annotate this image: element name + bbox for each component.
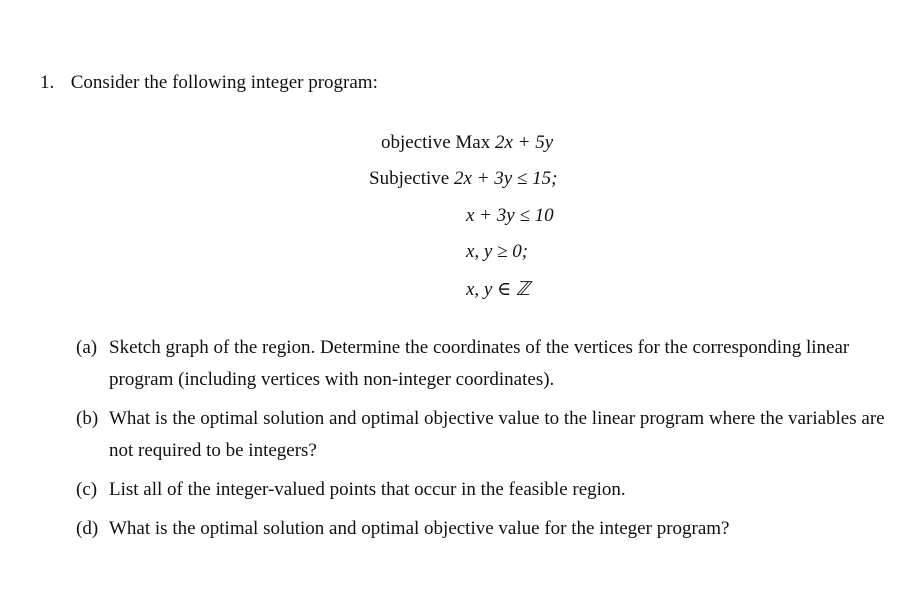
part-a-label: (a) bbox=[76, 337, 98, 358]
question-parts bbox=[76, 332, 891, 552]
part-a-text: Sketch graph of the region. Determine the coordinates of the vertices for the corresponding linear program (including vertices with non-integer coordinates). bbox=[109, 337, 850, 390]
constraint-label: Subjective bbox=[369, 168, 450, 189]
objective-expression: 2x + 5y bbox=[494, 132, 554, 153]
constraint-2: x + 3y ≤ 10 bbox=[466, 205, 554, 226]
part-b-text: What is the optimal solution and optimal objective value to the linear program where the variables are not required to be integers? bbox=[109, 408, 885, 461]
part-d-text: What is the optimal solution and optimal objective value for the integer program? bbox=[109, 518, 730, 539]
part-d bbox=[76, 513, 891, 545]
constraint-4: x, y ∈ ℤ bbox=[466, 279, 531, 300]
problem-number: 1. bbox=[40, 72, 55, 93]
problem-intro: Consider the following integer program: bbox=[70, 72, 378, 93]
constraint-1: 2x + 3y ≤ 15; bbox=[453, 168, 558, 189]
part-c bbox=[76, 474, 891, 506]
problem-header bbox=[40, 72, 378, 94]
part-d-label: (d) bbox=[76, 518, 99, 539]
constraint-3: x, y ≥ 0; bbox=[466, 241, 529, 262]
part-b-label: (b) bbox=[76, 408, 99, 429]
part-a bbox=[76, 332, 891, 396]
objective-line bbox=[381, 131, 553, 155]
objective-label: objective Max bbox=[381, 132, 491, 153]
part-c-label: (c) bbox=[76, 479, 98, 500]
part-c-text: List all of the integer-valued points that occur in the feasible region. bbox=[109, 479, 626, 500]
part-b bbox=[76, 403, 891, 467]
constraint-line-1 bbox=[369, 167, 557, 191]
